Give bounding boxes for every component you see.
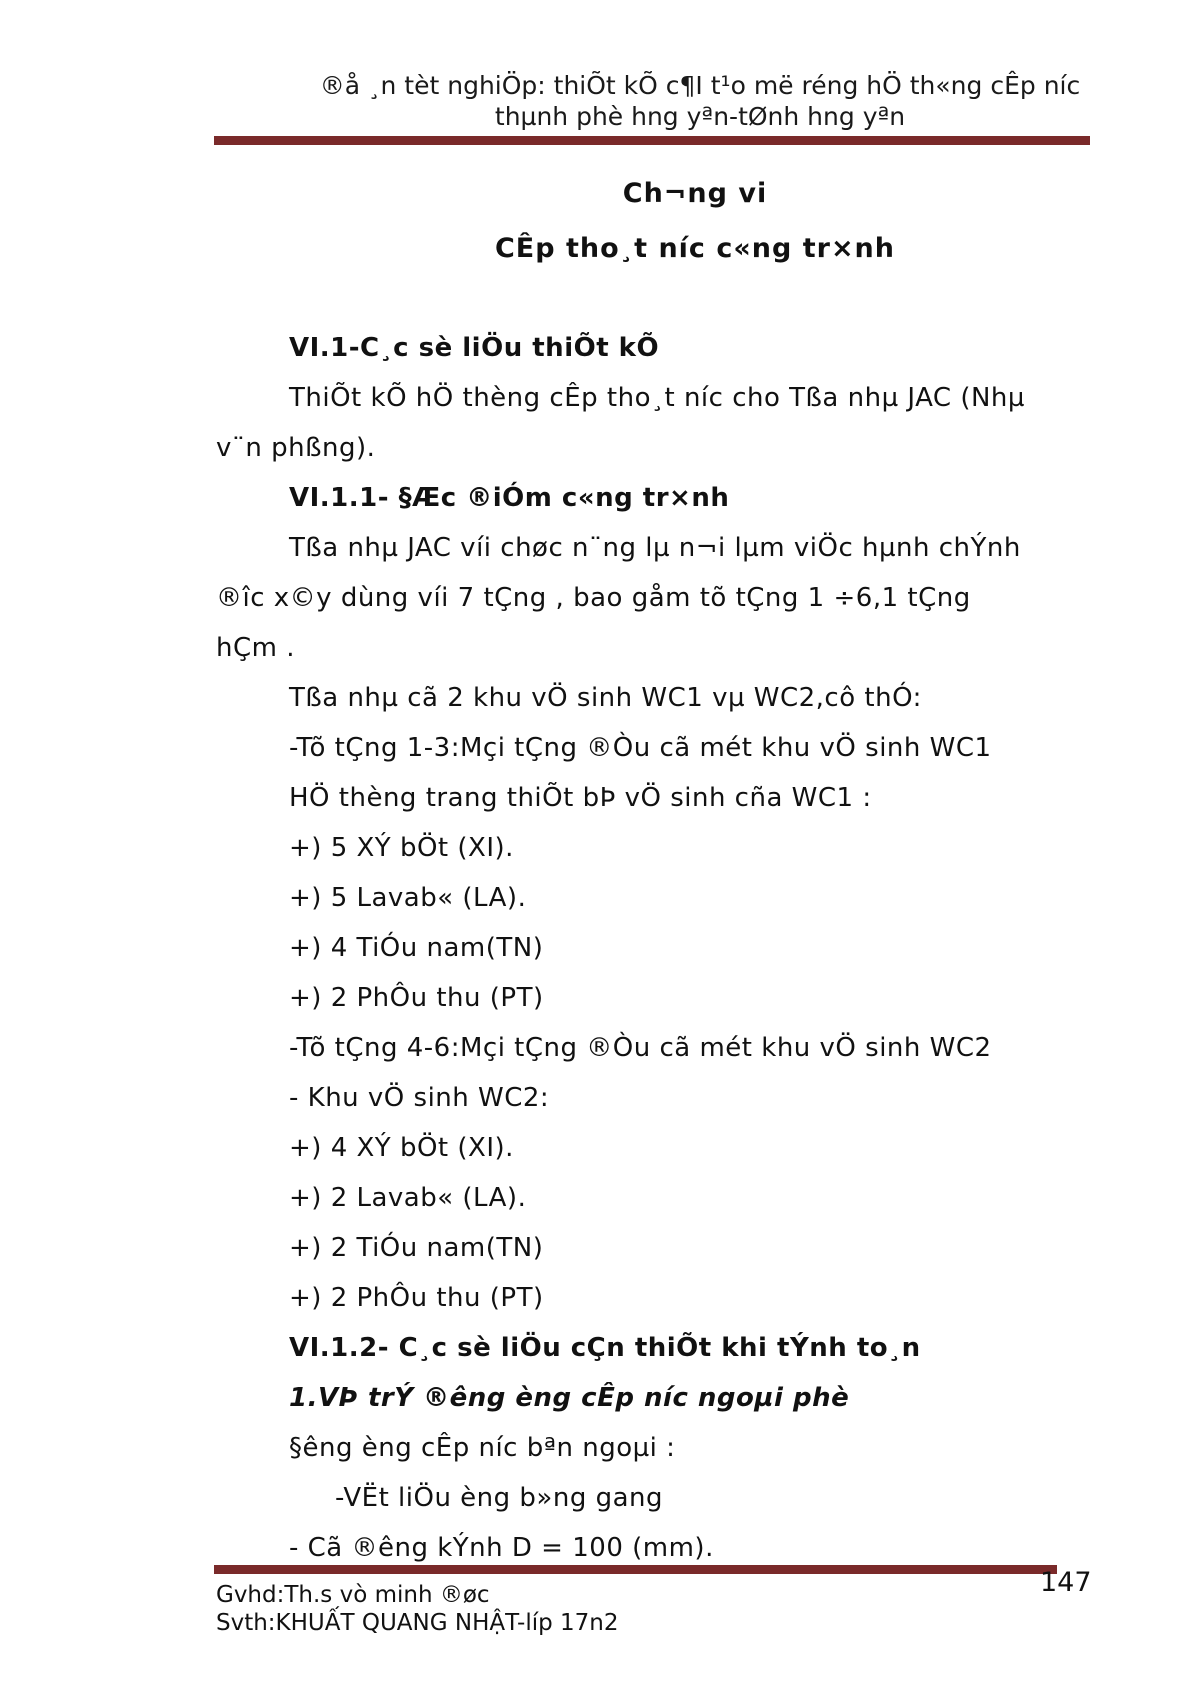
footer-advisor: Gvhd:Th.s vò minh ®øc [216,1582,490,1608]
header-line-2: thµnh phè hng yªn-tØnh hng yªn [494,102,906,131]
paragraph-line: - Khu vÖ sinh WC2: [289,1083,550,1113]
subsection-heading-italic: 1.VÞ trÝ ®êng èng cÊp níc ngoµi phè [289,1383,850,1413]
footer-student: Svth:KHUẤT QUANG NHẬT-líp 17n2 [216,1610,619,1636]
header-line-1: ®å ¸n tèt nghiÖp: thiÕt kÕ c¶I t¹o më réng hÖ th«ng cÊp níc [319,71,1081,100]
list-item: -VËt liÖu èng b»ng gang [335,1483,664,1513]
list-item: +) 2 TiÓu nam(TN) [289,1233,544,1263]
subsection-heading: VI.1.1- §Æc ®iÓm c«ng tr×nh [289,483,730,513]
footer-rule [214,1565,1057,1574]
page-number: 147 [1040,1567,1092,1598]
list-item: +) 2 PhÔu thu (PT) [289,1283,544,1313]
list-item: +) 2 PhÔu thu (PT) [289,983,544,1013]
subsection-heading: VI.1.2- C¸c sè liÖu cÇn thiÕt khi tÝnh to¸n [289,1333,921,1363]
paragraph-line: -Tõ tÇng 4-6:Mçi tÇng ®Òu cã mét khu vÖ sinh WC2 [289,1033,992,1063]
list-item: +) 2 Lavab« (LA). [289,1183,527,1213]
list-item: +) 4 XÝ bÖt (XI). [289,1133,514,1163]
paragraph-line: HÖ thèng trang thiÕt bÞ vÖ sinh cña WC1 : [289,783,872,813]
list-item: +) 4 TiÓu nam(TN) [289,933,544,963]
list-item: +) 5 XÝ bÖt (XI). [289,833,514,863]
list-item: +) 5 Lavab« (LA). [289,883,527,913]
list-item: - Cã ®êng kÝnh D = 100 (mm). [289,1533,714,1563]
paragraph-line: hÇm . [216,633,295,663]
paragraph-line: ThiÕt kÕ hÖ thèng cÊp tho¸t níc cho Tßa nhµ JAC (Nhµ [289,383,1025,413]
page-header [200,70,1200,132]
paragraph-line: Tßa nhµ JAC víi chøc n¨ng lµ n¬i lµm viÖc hµnh chÝnh [289,533,1021,563]
paragraph-line: Tßa nhµ cã 2 khu vÖ sinh WC1 vµ WC2,cô thÓ: [289,683,922,713]
chapter-subtitle: CÊp tho¸t níc c«ng tr×nh [494,233,896,264]
paragraph-line: ®îc x©y dùng víi 7 tÇng , bao gåm tõ tÇng 1 ÷6,1 tÇng [216,583,971,613]
paragraph-line: §êng èng cÊp níc bªn ngoµi : [289,1433,676,1463]
chapter-title: Ch¬ng vi [622,178,768,209]
header-rule [214,136,1090,145]
section-heading: VI.1-C¸c sè liÖu thiÕt kÕ [289,333,660,363]
paragraph-line: -Tõ tÇng 1-3:Mçi tÇng ®Òu cã mét khu vÖ sinh WC1 [289,733,992,763]
paragraph-line: v¨n phßng). [216,433,376,463]
